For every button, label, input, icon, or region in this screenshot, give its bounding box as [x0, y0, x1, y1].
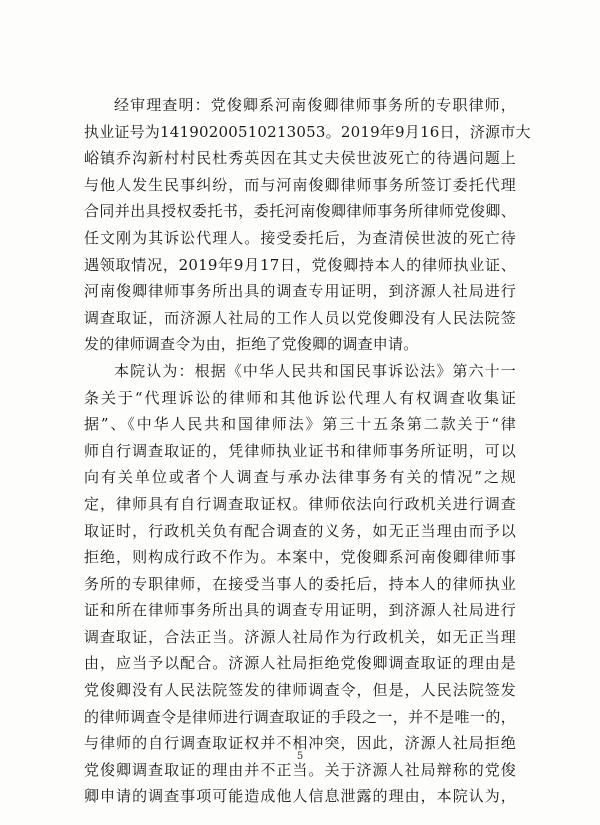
text-line: 拒绝，则构成行政不作为。本案中，党俊卿系河南俊卿律师事 — [84, 548, 516, 567]
text-line: 由，应当予以配合。济源人社局拒绝党俊卿调查取证的理由是 — [84, 654, 516, 673]
text-line: 遇领取情况，2019年9月17日，党俊卿持本人的律师执业证、 — [84, 255, 516, 274]
text-line: 师自行调查取证的，凭律师执业证书和律师事务所证明，可以 — [84, 441, 516, 460]
text-line: 与律师的自行调查取证权并不相冲突，因此，济源人社局拒绝 — [84, 734, 516, 753]
paragraph-court-opinion — [84, 358, 516, 810]
text-line: 执业证号为14190200510213053。2019年9月16日，济源市大 — [84, 122, 531, 141]
text-line: 任文刚为其诉讼代理人。接受委托后，为查清侯世波的死亡待 — [84, 228, 516, 247]
text-line: 向有关单位或者个人调查与承办法律事务有关的情况”之规 — [84, 468, 516, 487]
text-line: 调查取证，合法正当。济源人社局作为行政机关，如无正当理 — [84, 627, 516, 646]
text-line: 证和所在律师事务所出具的调查专用证明，到济源人社局进行 — [84, 601, 516, 620]
text-line: 经审理查明：党俊卿系河南俊卿律师事务所的专职律师， — [114, 96, 516, 114]
text-line: 与他人发生民事纠纷，而与河南俊卿律师事务所签订委托代理 — [84, 175, 516, 194]
text-line: 本院认为：根据《中华人民共和国民事诉讼法》第六十一 — [114, 361, 516, 380]
text-line: 峪镇乔沟新村村民杜秀英因在其丈夫侯世波死亡的待遇问题上 — [84, 149, 516, 168]
document-body — [84, 92, 531, 810]
text-line: 务所的专职律师，在接受当事人的委托后，持本人的律师执业 — [84, 574, 516, 593]
text-line: 河南俊卿律师事务所出具的调查专用证明，到济源人社局进行 — [84, 282, 516, 301]
text-line: 定，律师具有自行调查取证权。律师依法向行政机关进行调查 — [84, 494, 516, 513]
text-line: 取证时，行政机关负有配合调查的义务，如无正当理由而予以 — [84, 521, 516, 540]
text-line: 合同并出具授权委托书，委托河南俊卿律师事务所律师党俊卿、 — [84, 202, 516, 221]
text-line: 条关于“代理诉讼的律师和其他诉讼代理人有权调查收集证 — [84, 388, 516, 407]
text-line: 发的律师调查令为由，拒绝了党俊卿的调查申请。 — [84, 335, 419, 354]
page-number: 5 — [296, 751, 304, 762]
text-line: 卿申请的调查事项可能造成他人信息泄露的理由，本院认为， — [84, 787, 516, 806]
text-line: 的律师调查令是律师进行调查取证的手段之一，并不是唯一的， — [84, 707, 516, 726]
text-line: 调查取证，而济源人社局的工作人员以党俊卿没有人民法院签 — [84, 308, 516, 327]
text-line: 据”、《中华人民共和国律师法》第三十五条第二款关于“律 — [84, 415, 516, 434]
text-line: 党俊卿没有人民法院签发的律师调查令，但是，人民法院签发 — [84, 681, 516, 700]
text-line: 党俊卿调查取证的理由并不正当。关于济源人社局辩称的党俊 — [84, 760, 516, 779]
paragraph-findings — [84, 92, 531, 358]
